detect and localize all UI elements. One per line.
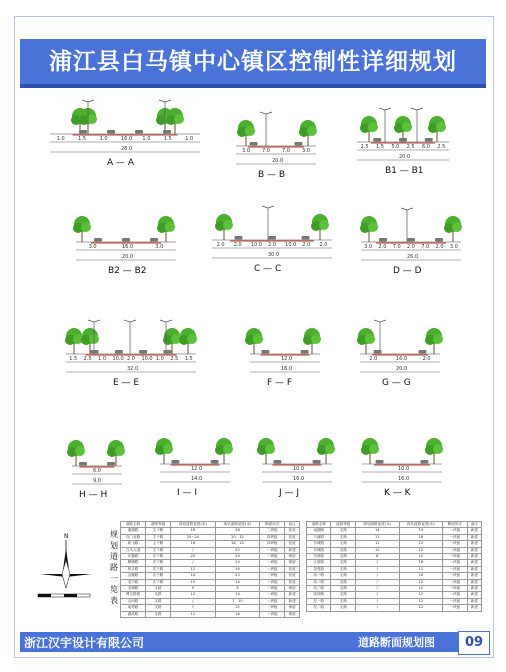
table-cell: 一块板: [260, 586, 285, 592]
table-cell: 支路: [331, 560, 355, 566]
table-cell: 9: [171, 586, 216, 592]
table-cell: 支路: [146, 611, 171, 617]
table-cell: 12: [215, 605, 260, 611]
table-cell: 三块板: [260, 528, 285, 534]
dimension-value: 7.0: [392, 244, 401, 250]
table-cell: 支路: [331, 586, 355, 592]
table-cell: 新建: [467, 534, 481, 540]
section-label: J — J: [279, 488, 300, 498]
total-width: 20.0: [272, 158, 284, 164]
compass-rose: [36, 530, 96, 616]
table-cell: /: [355, 598, 399, 604]
section-label: F — F: [267, 378, 293, 388]
dimension-value: 1.0: [185, 136, 194, 142]
road-table-left: [120, 521, 300, 618]
dimension-value: 12.0: [281, 356, 293, 362]
table-cell: 一块板: [443, 605, 467, 611]
section-label: K — K: [384, 488, 411, 498]
cross-section: [236, 110, 316, 192]
total-width: 9.0: [93, 478, 101, 484]
table-cell: 一块板: [443, 528, 467, 534]
table-header-cell: 断面形式: [443, 522, 467, 528]
total-width: 32.0: [127, 366, 139, 372]
dimension-value: 2.0: [435, 244, 444, 250]
cross-section: [66, 318, 196, 400]
drawing-title: 道路断面规划图: [358, 636, 435, 649]
table-cell: 桥头路: [121, 566, 146, 572]
cross-section: [212, 204, 332, 286]
cross-section: [357, 106, 449, 188]
table-cell: 12: [171, 611, 216, 617]
table-cell: 10: [171, 579, 216, 585]
table-cell: 20: [171, 554, 216, 560]
table-cell: 支路: [331, 566, 355, 572]
table-row: [121, 611, 300, 617]
table-cell: 一块板: [443, 592, 467, 598]
table-cell: 支路: [331, 534, 355, 540]
table-row: [307, 605, 482, 611]
table-cell: 金藤路: [121, 573, 146, 579]
table-cell: 与浦路: [307, 534, 331, 540]
cross-section: [160, 428, 230, 510]
dimension-value: 1.0: [155, 356, 164, 362]
table-cell: 一块板: [260, 573, 285, 579]
table-cell: 16: [215, 611, 260, 617]
section-label: I — I: [177, 488, 198, 498]
table-cell: 纬一路: [307, 573, 331, 579]
section-label: D — D: [393, 266, 422, 276]
page-number: 09: [458, 631, 490, 655]
table-header-cell: 备注: [467, 522, 481, 528]
title-banner-shadow: [20, 84, 486, 88]
total-width: 16.0: [293, 476, 305, 482]
table-cell: 沿河路: [121, 598, 146, 604]
table-cell: /: [355, 560, 399, 566]
table-cell: 江滨路: [307, 560, 331, 566]
dimension-value: 2.5: [437, 144, 446, 150]
total-width: 20.0: [399, 154, 411, 160]
dimension-value: 1.5: [78, 136, 87, 142]
cross-section: [262, 428, 332, 510]
table-cell: 12: [399, 541, 443, 547]
table-cell: 16: [399, 534, 443, 540]
table-cell: 12: [399, 554, 443, 560]
total-width: 30.0: [268, 252, 280, 258]
table-cell: 12: [355, 547, 399, 553]
table-cell: 7: [171, 605, 216, 611]
table-cell: 经二路: [307, 605, 331, 611]
table-header-cell: 现状道路宽度(米): [399, 522, 443, 528]
table-cell: 新飞路: [121, 541, 146, 547]
table-cell: /: [171, 560, 216, 566]
dimension-value: 2.0: [378, 244, 387, 250]
table-cell: 拓宽: [285, 573, 300, 579]
dimension-value: 2.0: [369, 356, 378, 362]
table-cell: 一块板: [443, 579, 467, 585]
table-cell: 14: [399, 528, 443, 534]
dimension-value: 7.0: [421, 244, 430, 250]
north-label: N: [64, 533, 69, 540]
table-cell: 东苑路: [307, 554, 331, 560]
table-header-cell: 现状道路宽度(米): [215, 522, 260, 528]
dimension-value: 6.0: [422, 144, 430, 150]
section-label: A — A: [107, 158, 135, 168]
table-cell: 白门北路: [121, 534, 146, 540]
dimension-value: 2.0: [268, 242, 276, 248]
table-cell: 一块板: [260, 592, 285, 598]
section-label: B1 — B1: [385, 166, 424, 176]
dimension-value: 3.0: [242, 148, 250, 154]
table-cell: 新建: [285, 592, 300, 598]
dimension-value: 3.0: [88, 244, 97, 250]
table-cell: 12: [399, 592, 443, 598]
table-cell: 纬四路: [307, 592, 331, 598]
dimension-value: 2.0: [319, 242, 328, 248]
table-cell: 新建: [467, 605, 481, 611]
table-cell: 11: [355, 534, 399, 540]
table-cell: 一块板: [443, 586, 467, 592]
dimension-value: 2.0: [302, 242, 311, 248]
road-table-right: [306, 521, 482, 612]
table-header-cell: 道路等级: [146, 522, 171, 528]
table-cell: 保留: [285, 605, 300, 611]
table-cell: 次干路: [146, 566, 171, 572]
table-cell: 龙湖路: [121, 586, 146, 592]
table-cell: 新建: [467, 528, 481, 534]
table-header-cell: 道路名称: [307, 522, 331, 528]
table-cell: 7、10: [215, 598, 260, 604]
table-cell: 一块板: [260, 611, 285, 617]
dimension-value: 6.0: [93, 468, 101, 474]
dimension-value: 16.0: [121, 136, 133, 142]
table-cell: /: [171, 547, 216, 553]
table-cell: /: [355, 586, 399, 592]
table-cell: 支路: [331, 592, 355, 598]
table-cell: 次干路: [146, 573, 171, 579]
table-cell: 一块板: [443, 573, 467, 579]
dimension-value: 16.0: [396, 356, 408, 362]
dimension-value: 3.0: [155, 244, 164, 250]
table-cell: 24: [215, 554, 260, 560]
page-title: 浦江县白马镇中心镇区控制性详细规划: [49, 49, 457, 75]
table-cell: 支路: [146, 598, 171, 604]
table-cell: 保留: [285, 554, 300, 560]
table-cell: 拓宽: [285, 528, 300, 534]
table-cell: 支路: [146, 586, 171, 592]
table-header-cell: 备注: [285, 522, 300, 528]
table-cell: /: [355, 605, 399, 611]
table-cell: /: [355, 592, 399, 598]
dimension-value: 10.0: [112, 356, 124, 362]
table-cell: 16: [399, 560, 443, 566]
table-cell: 14: [215, 592, 260, 598]
table-cell: 12: [399, 566, 443, 572]
cross-section: [50, 98, 200, 180]
table-cell: 28: [215, 528, 260, 534]
table-cell: 12: [399, 586, 443, 592]
table-cell: 一块板: [260, 579, 285, 585]
table-cell: 支路: [331, 598, 355, 604]
table-cell: 20: [215, 573, 260, 579]
table-header-cell: 道路名称: [121, 522, 146, 528]
road-table-title: 规 划 道 路 一 览 表: [110, 530, 118, 605]
table-cell: 主干路: [146, 541, 171, 547]
table-cell: 12: [171, 592, 216, 598]
table-cell: 主干路: [146, 528, 171, 534]
dimension-value: 2.5: [170, 356, 179, 362]
table-cell: 一块板: [260, 605, 285, 611]
table-cell: 支路: [331, 541, 355, 547]
dimension-value: 10.0: [141, 356, 153, 362]
table-cell: 新建: [285, 547, 300, 553]
dimension-value: 2.0: [407, 244, 415, 250]
company-name: 浙江汉宇设计有限公司: [24, 636, 145, 650]
total-width: 20.0: [396, 366, 408, 372]
table-cell: 拓宽: [285, 566, 300, 572]
dimension-value: 3.0: [302, 148, 310, 154]
table-cell: /: [171, 598, 216, 604]
dimension-value: 7.0: [262, 148, 270, 154]
table-cell: 新建: [467, 554, 481, 560]
total-width: 16.0: [281, 366, 293, 372]
cross-section: [250, 318, 320, 400]
table-cell: /: [355, 566, 399, 572]
table-cell: 龙中路: [121, 579, 146, 585]
table-cell: 四块板: [260, 541, 285, 547]
table-cell: 东城路: [307, 541, 331, 547]
dimension-value: 1.0: [56, 136, 65, 142]
table-cell: 新建: [467, 541, 481, 547]
dimension-value: 10.0: [293, 466, 305, 472]
table-cell: 支路: [146, 592, 171, 598]
table-cell: 9: [215, 586, 260, 592]
table-cell: 支路: [331, 605, 355, 611]
table-cell: 保留: [285, 611, 300, 617]
total-width: 20.0: [122, 254, 134, 260]
section-label: C — C: [254, 264, 282, 274]
table-cell: 12: [399, 579, 443, 585]
table-cell: 纬三路: [307, 586, 331, 592]
table-cell: 新建: [467, 598, 481, 604]
dimension-value: 3.0: [364, 244, 373, 250]
table-cell: 南苑路: [121, 605, 146, 611]
road-table: [100, 519, 484, 626]
dimension-value: 7.0: [282, 148, 290, 154]
dimension-value: 5.0: [391, 144, 400, 150]
table-cell: 14: [355, 528, 399, 534]
section-label: B — B: [258, 170, 286, 180]
table-cell: 新建: [285, 598, 300, 604]
cross-section: [360, 318, 440, 400]
table-cell: 新建: [467, 547, 481, 553]
table-cell: 保留: [285, 586, 300, 592]
table-cell: 拓宽: [285, 579, 300, 585]
table-cell: 12: [171, 566, 216, 572]
table-cell: 一块板: [260, 560, 285, 566]
table-cell: 一块板: [443, 598, 467, 604]
cross-section: [362, 428, 442, 510]
table-cell: 一块板: [260, 598, 285, 604]
cross-section: [76, 206, 176, 288]
section-label: G — G: [382, 378, 411, 388]
dimension-value: 2.0: [422, 356, 431, 362]
table-cell: 次干路: [146, 554, 171, 560]
dimension-value: 10.0: [398, 466, 410, 472]
dimension-value: 2.0: [127, 356, 135, 362]
cross-section: [361, 206, 461, 288]
dimension-value: 10.0: [285, 242, 297, 248]
table-cell: 东城路: [307, 547, 331, 553]
table-cell: 通湖路: [121, 528, 146, 534]
table-cell: 一块板: [260, 547, 285, 553]
table-cell: 14: [171, 573, 216, 579]
dimension-value: 2.0: [216, 242, 225, 248]
table-cell: 一块板: [443, 554, 467, 560]
table-cell: 主干路: [146, 534, 171, 540]
table-cell: 新建: [467, 592, 481, 598]
table-cell: 次干路: [146, 579, 171, 585]
total-width: 28.0: [121, 146, 133, 152]
table-cell: 保留: [285, 560, 300, 566]
dimension-value: 3.0: [449, 244, 458, 250]
dimension-value: 10.0: [250, 242, 262, 248]
table-cell: 一块板: [260, 566, 285, 572]
section-label: B2 — B2: [108, 266, 147, 276]
table-cell: 白马大道: [121, 547, 146, 553]
table-cell: 24: [215, 560, 260, 566]
table-header-cell: 道路等级: [331, 522, 355, 528]
table-header-cell: 断面形式: [260, 522, 285, 528]
table-cell: 龙苑路: [307, 566, 331, 572]
table-cell: 一块板: [443, 534, 467, 540]
dimension-value: 1.0: [142, 136, 151, 142]
table-cell: 一块板: [443, 547, 467, 553]
table-cell: 8: [355, 554, 399, 560]
dimension-value: 1.5: [184, 356, 193, 362]
table-cell: 20、32: [215, 534, 260, 540]
table-cell: 支路: [331, 547, 355, 553]
cross-section: [72, 430, 122, 512]
table-cell: 20~24: [171, 534, 216, 540]
dimension-value: 1.5: [376, 144, 384, 150]
dimension-value: 1.0: [98, 356, 107, 362]
total-width: 14.0: [191, 476, 203, 482]
table-cell: 16: [215, 566, 260, 572]
table-cell: 支路: [331, 573, 355, 579]
dimension-value: 2.5: [360, 144, 369, 150]
table-header-cell: 规划道路宽度(米): [171, 522, 216, 528]
table-cell: 支路: [331, 579, 355, 585]
table-cell: 一块板: [260, 554, 285, 560]
dimension-value: 1.0: [99, 136, 108, 142]
dimension-value: 16.0: [122, 244, 134, 250]
table-cell: 东鑫路: [121, 554, 146, 560]
table-cell: 湖滨路: [121, 611, 146, 617]
table-cell: 一块板: [443, 541, 467, 547]
table-cell: 新建: [467, 579, 481, 585]
table-cell: 16: [171, 541, 216, 547]
table-cell: 支路: [331, 528, 355, 534]
table-cell: 12: [399, 605, 443, 611]
table-cell: 主干路: [146, 547, 171, 553]
table-cell: 一块板: [443, 560, 467, 566]
table-cell: 支路: [331, 554, 355, 560]
table-cell: 新建: [467, 586, 481, 592]
table-cell: 16: [399, 573, 443, 579]
table-cell: 拓宽: [285, 534, 300, 540]
table-cell: /: [355, 579, 399, 585]
table-cell: 新建: [467, 560, 481, 566]
dimension-value: 2.0: [233, 242, 242, 248]
table-cell: 12: [355, 541, 399, 547]
table-cell: 新建: [467, 573, 481, 579]
table-cell: 14: [215, 579, 260, 585]
table-cell: 一块板: [443, 566, 467, 572]
table-cell: 纬二路: [307, 579, 331, 585]
table-cell: 傅宅路路: [121, 592, 146, 598]
table-cell: 16、14: [215, 541, 260, 547]
table-cell: 12: [399, 547, 443, 553]
table-cell: 南湖路: [307, 528, 331, 534]
total-width: 16.0: [398, 476, 410, 482]
table-header-cell: 规划道路宽度(米): [355, 522, 399, 528]
dimension-value: 2.5: [83, 356, 92, 362]
dimension-value: 1.5: [163, 136, 172, 142]
table-cell: 经一路: [307, 598, 331, 604]
table-cell: 16: [171, 528, 216, 534]
section-label: E — E: [113, 378, 140, 388]
table-cell: 新建: [467, 566, 481, 572]
table-cell: 四块板: [260, 534, 285, 540]
dimension-value: 12.0: [191, 466, 203, 472]
table-cell: 12: [399, 598, 443, 604]
total-width: 26.0: [407, 254, 419, 260]
dimension-value: 1.5: [69, 356, 78, 362]
table-cell: 次干路: [146, 560, 171, 566]
table-cell: 支路: [146, 605, 171, 611]
dimension-value: 2.5: [406, 144, 415, 150]
table-cell: 拓宽: [285, 541, 300, 547]
table-cell: 横塘路: [121, 560, 146, 566]
table-cell: 20: [215, 547, 260, 553]
section-label: H — H: [79, 490, 108, 500]
table-cell: /: [355, 573, 399, 579]
